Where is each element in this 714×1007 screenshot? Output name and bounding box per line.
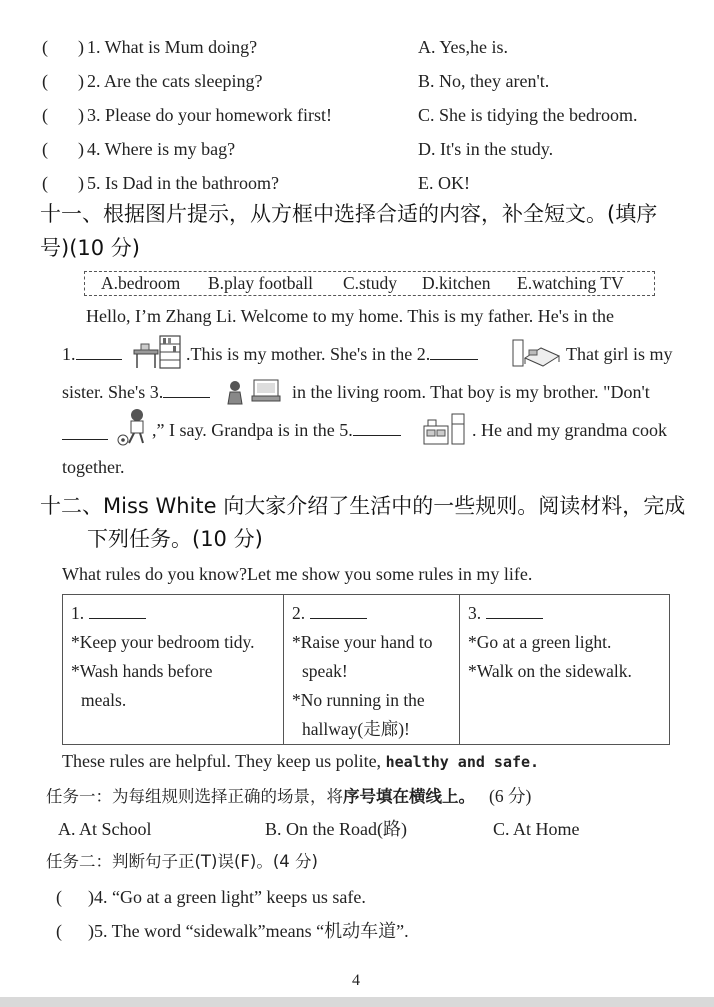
scene-option-c: C. At Home: [493, 819, 580, 839]
passage-line-5: together.: [62, 457, 125, 477]
summary-text: These rules are helpful. They keep us polite, healthy and safe.: [62, 751, 540, 771]
answer-option: E. OK!: [418, 173, 470, 193]
question-text: 3. Please do your homework first!: [87, 105, 332, 125]
blank-3[interactable]: [163, 384, 210, 398]
kitchen-picture-icon: [422, 410, 466, 446]
section-11-heading-cont: 号)(10 分): [40, 236, 140, 260]
answer-option: A. Yes,he is.: [418, 37, 509, 57]
word-option-c: C.study: [343, 273, 397, 293]
rules-column-3: 3. *Go at a green light. *Walk on the sidewalk.: [460, 595, 670, 745]
question-text: 4. Where is my bag?: [87, 139, 236, 159]
scene-blank-2[interactable]: [310, 605, 367, 619]
rules-column-1: 1. *Keep your bedroom tidy. *Wash hands before meals.: [63, 595, 284, 745]
answer-option: C. She is tidying the bedroom.: [418, 105, 638, 125]
blank-4[interactable]: [62, 426, 108, 440]
question-row-2: ( ) 2. Are the cats sleeping? B. No, they aren't.: [42, 71, 550, 91]
section-11-heading: 十一、根据图片提示，从方框中选择合适的内容，补全短文。(填序: [40, 202, 658, 226]
word-option-b: B.play football: [208, 273, 313, 293]
blank-5[interactable]: [353, 422, 401, 436]
scene-option-a: A. At School: [58, 819, 152, 839]
blank-2[interactable]: [430, 346, 478, 360]
rules-table: [62, 594, 670, 745]
study-picture-icon: [132, 334, 182, 370]
section-12-heading: 十二、Miss White 向大家介绍了生活中的一些规则。阅读材料，完成: [40, 494, 686, 518]
question-text: 5. Is Dad in the bathroom?: [87, 173, 279, 193]
rules-column-2: 2. *Raise your hand to speak! *No running in the hallway(走廊)!: [284, 595, 460, 745]
question-row-3: ( ) 3. Please do your homework first! C. She is tidying the bedroom.: [42, 105, 638, 125]
question-row-5: ( ) 5. Is Dad in the bathroom? E. OK!: [42, 173, 470, 193]
bedroom-picture-icon: [511, 336, 561, 368]
blank-1[interactable]: [76, 346, 122, 360]
section-12-heading-cont: 下列任务。(10 分): [87, 527, 263, 551]
scene-option-b: B. On the Road(路): [265, 819, 407, 839]
passage-line-2: 1.: [62, 344, 122, 366]
footer-bar: [0, 997, 714, 1007]
word-option-e: E.watching TV: [517, 273, 624, 293]
answer-option: D. It's in the study.: [418, 139, 554, 159]
question-text: 1. What is Mum doing?: [87, 37, 258, 57]
answer-option: B. No, they aren't.: [418, 71, 550, 91]
word-option-d: D.kitchen: [422, 273, 491, 293]
true-false-item-4: ( )4. “Go at a green light” keeps us safe.: [56, 887, 366, 907]
word-box: [84, 271, 655, 296]
play-football-picture-icon: [115, 407, 151, 447]
passage-line-1: Hello, I’m Zhang Li. Welcome to my home. This is my father. He's in the: [86, 306, 615, 326]
word-option-a: A.bedroom: [101, 273, 181, 293]
task-2-instruction: 任务二：判断句子正(T)误(F)。(4 分): [46, 852, 318, 871]
question-text: 2. Are the cats sleeping?: [87, 71, 263, 91]
section-12-intro: What rules do you know?Let me show you some rules in my life.: [62, 564, 533, 584]
task-1-instruction: 任务一：为每组规则选择正确的场景，将序号填在横线上。 (6 分): [46, 786, 532, 806]
scene-blank-1[interactable]: [89, 605, 146, 619]
true-false-item-5: ( )5. The word “sidewalk”means “机动车道”.: [56, 921, 409, 941]
scene-blank-3[interactable]: [486, 605, 543, 619]
page-number: 4: [352, 972, 360, 989]
question-row-4: ( ) 4. Where is my bag? D. It's in the study.: [42, 139, 554, 159]
watching-tv-picture-icon: [226, 376, 282, 406]
question-row-1: ( ) 1. What is Mum doing? A. Yes,he is.: [42, 37, 509, 57]
